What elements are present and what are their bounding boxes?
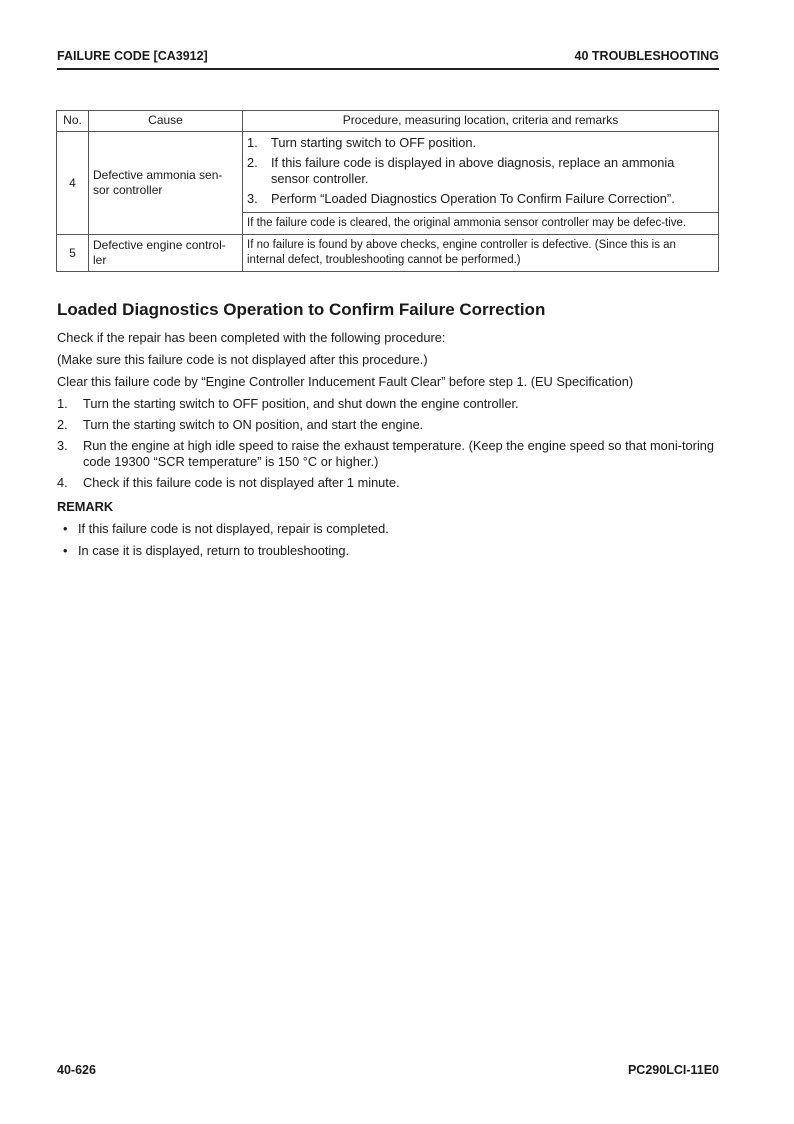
intro-paragraph: Clear this failure code by “Engine Controller Inducement Fault Clear” before step 1. (EU Specification) <box>57 374 634 389</box>
bullet-icon: • <box>63 543 68 558</box>
row-procedure <box>243 132 719 235</box>
column-header-no: No. <box>57 111 89 132</box>
remark-item <box>57 543 719 559</box>
header-failure-code: FAILURE CODE [CA3912] <box>57 49 208 63</box>
list-item <box>57 438 719 470</box>
remark-heading: REMARK <box>57 499 114 514</box>
list-item <box>57 396 719 412</box>
column-header-cause: Cause <box>89 111 243 132</box>
cause-table <box>56 110 719 272</box>
remark-text: If this failure code is not displayed, repair is completed. <box>78 521 389 536</box>
list-item-number: 4. <box>57 475 68 490</box>
list-item-text: Check if this failure code is not displayed after 1 minute. <box>83 475 400 490</box>
intro-paragraph: Check if the repair has been completed with the following procedure: <box>57 330 446 345</box>
list-item-number: 2. <box>57 417 68 432</box>
list-item-text: Turn the starting switch to ON position, and start the engine. <box>83 417 424 432</box>
header-section-title: 40 TROUBLESHOOTING <box>574 49 719 63</box>
model-code: PC290LCI-11E0 <box>627 1063 719 1077</box>
list-item-number: 3. <box>57 438 68 453</box>
row-cause: Defective ammonia sen-sor controller <box>89 132 243 235</box>
step-number: 3. <box>247 190 258 206</box>
procedure-step <box>247 155 714 188</box>
section-title: Loaded Diagnostics Operation to Confirm Failure Correction <box>57 300 546 319</box>
procedure-step <box>247 191 714 208</box>
list-item-text: Run the engine at high idle speed to raise the exhaust temperature. (Keep the engine speed so that moni-toring code 19300 “SCR temperature” is 150 °C or higher.) <box>83 438 715 469</box>
remark-item <box>57 521 719 537</box>
table-header-row <box>57 111 719 132</box>
page-header <box>57 48 719 70</box>
step-number: 1. <box>247 135 258 150</box>
procedure-step <box>247 135 714 152</box>
column-header-procedure: Procedure, measuring location, criteria and remarks <box>243 111 719 132</box>
list-item <box>57 417 719 433</box>
table-row <box>57 235 719 272</box>
list-item-text: Turn the starting switch to OFF position, and shut down the engine controller. <box>83 396 519 411</box>
step-text: Turn starting switch to OFF position. <box>271 135 477 150</box>
procedure-list <box>57 396 719 491</box>
row-cause: Defective engine control-ler <box>89 235 243 272</box>
confirmation-section <box>57 300 719 565</box>
bullet-icon: • <box>63 521 68 536</box>
row-procedure: If no failure is found by above checks, engine controller is defective. (Since this is an internal defect, troubleshooting cannot be performed.) <box>243 235 719 272</box>
procedure-note: If the failure code is cleared, the original ammonia sensor controller may be defec-tive. <box>243 212 718 234</box>
step-number: 2. <box>247 154 258 170</box>
step-text: Perform “Loaded Diagnostics Operation To Confirm Failure Correction”. <box>271 190 675 206</box>
intro-paragraph: (Make sure this failure code is not displayed after this procedure.) <box>57 352 428 367</box>
row-number: 5 <box>57 235 89 272</box>
list-item-number: 1. <box>57 396 68 411</box>
remark-text: In case it is displayed, return to troubleshooting. <box>78 543 350 558</box>
table-row <box>57 132 719 235</box>
step-text: If this failure code is displayed in above diagnosis, replace an ammonia sensor controller. <box>271 154 675 186</box>
row-number: 4 <box>57 132 89 235</box>
list-item <box>57 475 719 491</box>
remark-list <box>57 521 719 559</box>
page-number: 40-626 <box>57 1063 96 1077</box>
procedure-steps <box>243 132 718 212</box>
